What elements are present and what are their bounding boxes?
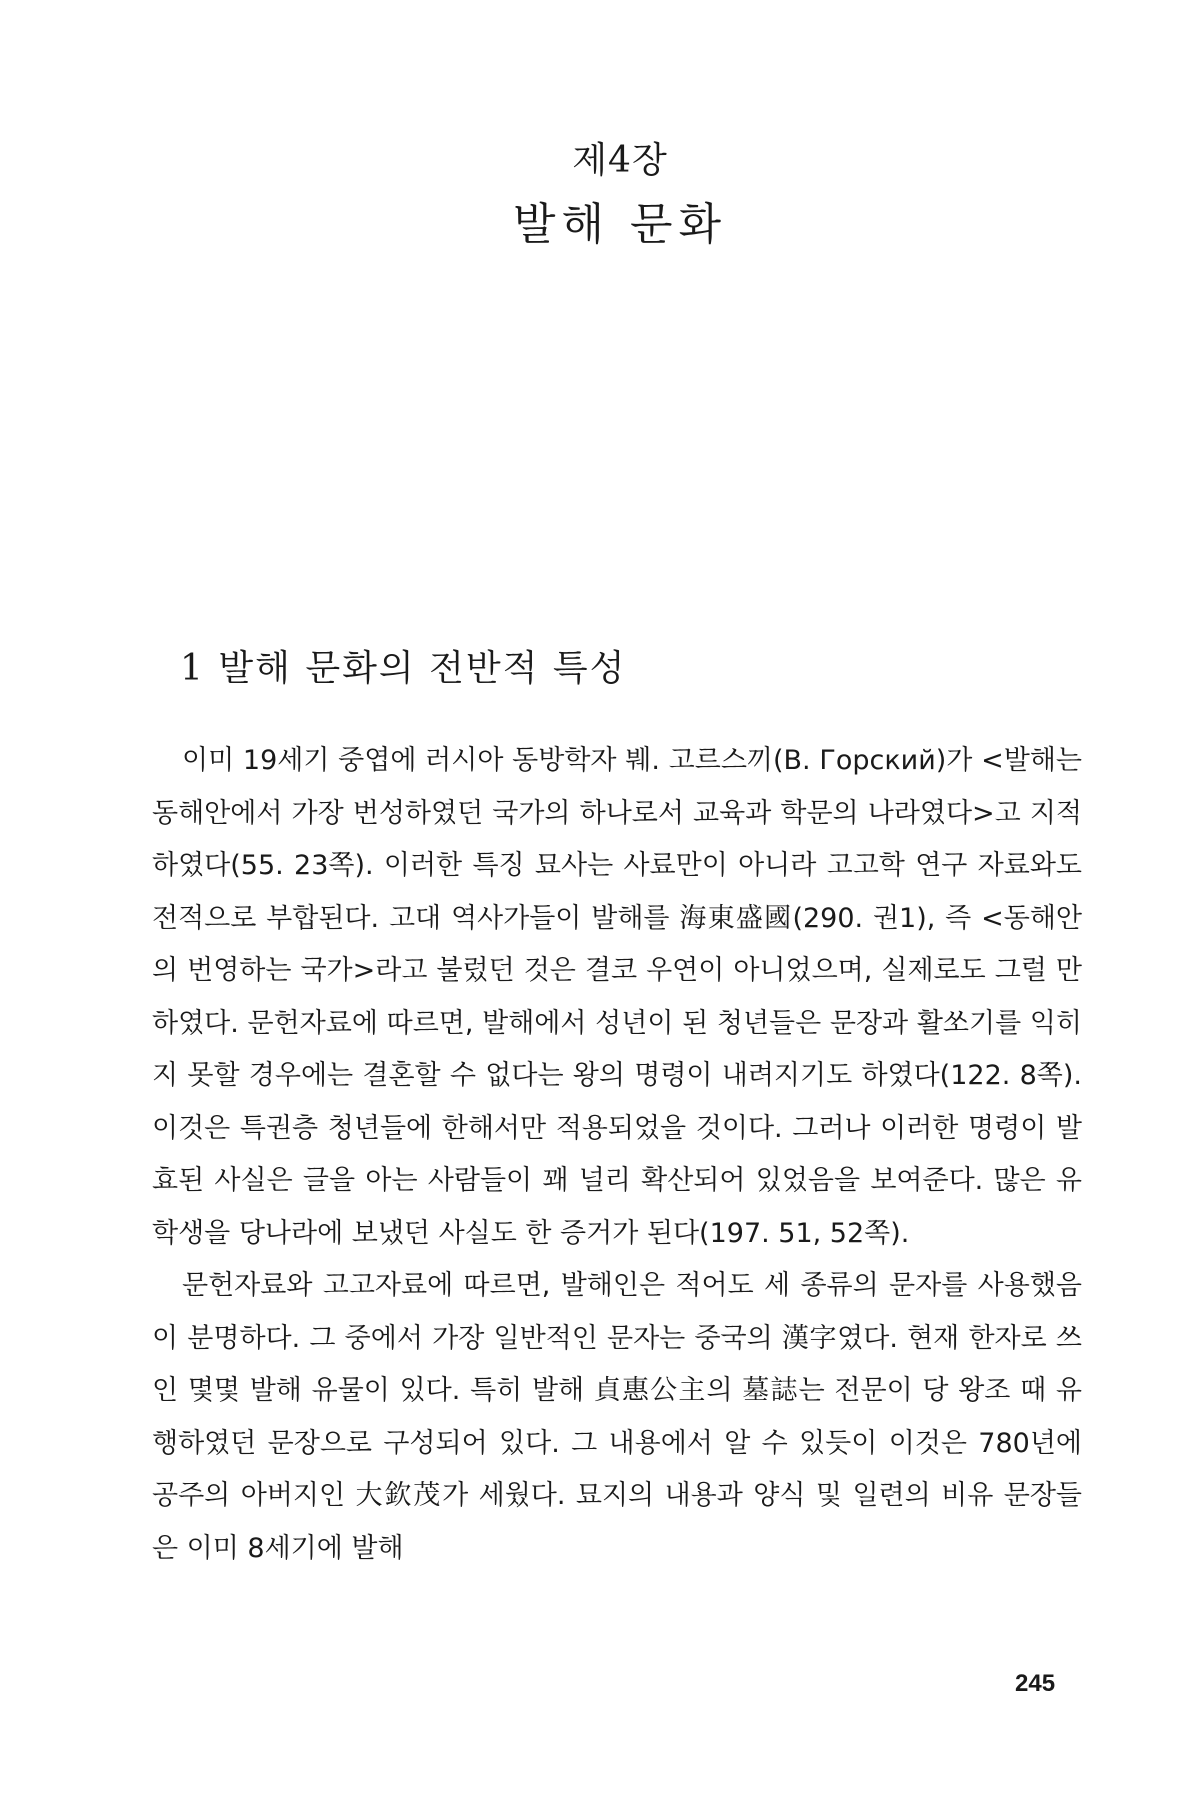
paragraph: 문헌자료와 고고자료에 따르면, 발해인은 적어도 세 종류의 문자를 사용했음이 분명하다. 그 중에서 가장 일반적인 문자는 중국의 漢字였다. 현재 한자로 쓰인 몇몇 발해 유물이 있다. 특히 발해 貞惠公主의 墓誌는 전문이 당 왕조 때 유행하였던 문장으로 구성되어 있다. 그 내용에서 알 수 있듯이 이것은 780년에 공주의 아버지인 大欽茂가 세웠다. 묘지의 내용과 양식 및 일련의 비유 문장들은 이미 8세기에 발해: [152, 1270, 1082, 1564]
chapter-label: 제4장: [572, 140, 668, 181]
section-heading: 1 발해 문화의 전반적 특성: [180, 648, 627, 689]
body-text: [152, 735, 1082, 1575]
paragraph: 이미 19세기 중엽에 러시아 동방학자 붸. 고르스끼(В. Горский)가 <발해는 동해안에서 가장 번성하였던 국가의 하나로서 교육과 학문의 나라였다>고 지적하였다(55. 23쪽). 이러한 특징 묘사는 사료만이 아니라 고고학 연구 자료와도 전적으로 부합된다. 고대 역사가들이 발해를 海東盛國(290. 권1), 즉 <동해안의 번영하는 국가>라고 불렀던 것은 결코 우연이 아니었으며, 실제로도 그럴 만하였다. 문헌자료에 따르면, 발해에서 성년이 된 청년들은 문장과 활쏘기를 익히지 못할 경우에는 결혼할 수 없다는 왕의 명령이 내려지기도 하였다(122. 8쪽). 이것은 특권층 청년들에 한해서만 적용되었을 것이다. 그러나 이러한 명령이 발효된 사실은 글을 아는 사람들이 꽤 널리 확산되어 있었음을 보여준다. 많은 유학생을 당나라에 보냈던 사실도 한 증거가 된다(197. 51, 52쪽).: [152, 745, 1082, 1249]
chapter-title: 발해 문화: [512, 199, 727, 250]
page-number: 245: [1015, 1670, 1056, 1697]
